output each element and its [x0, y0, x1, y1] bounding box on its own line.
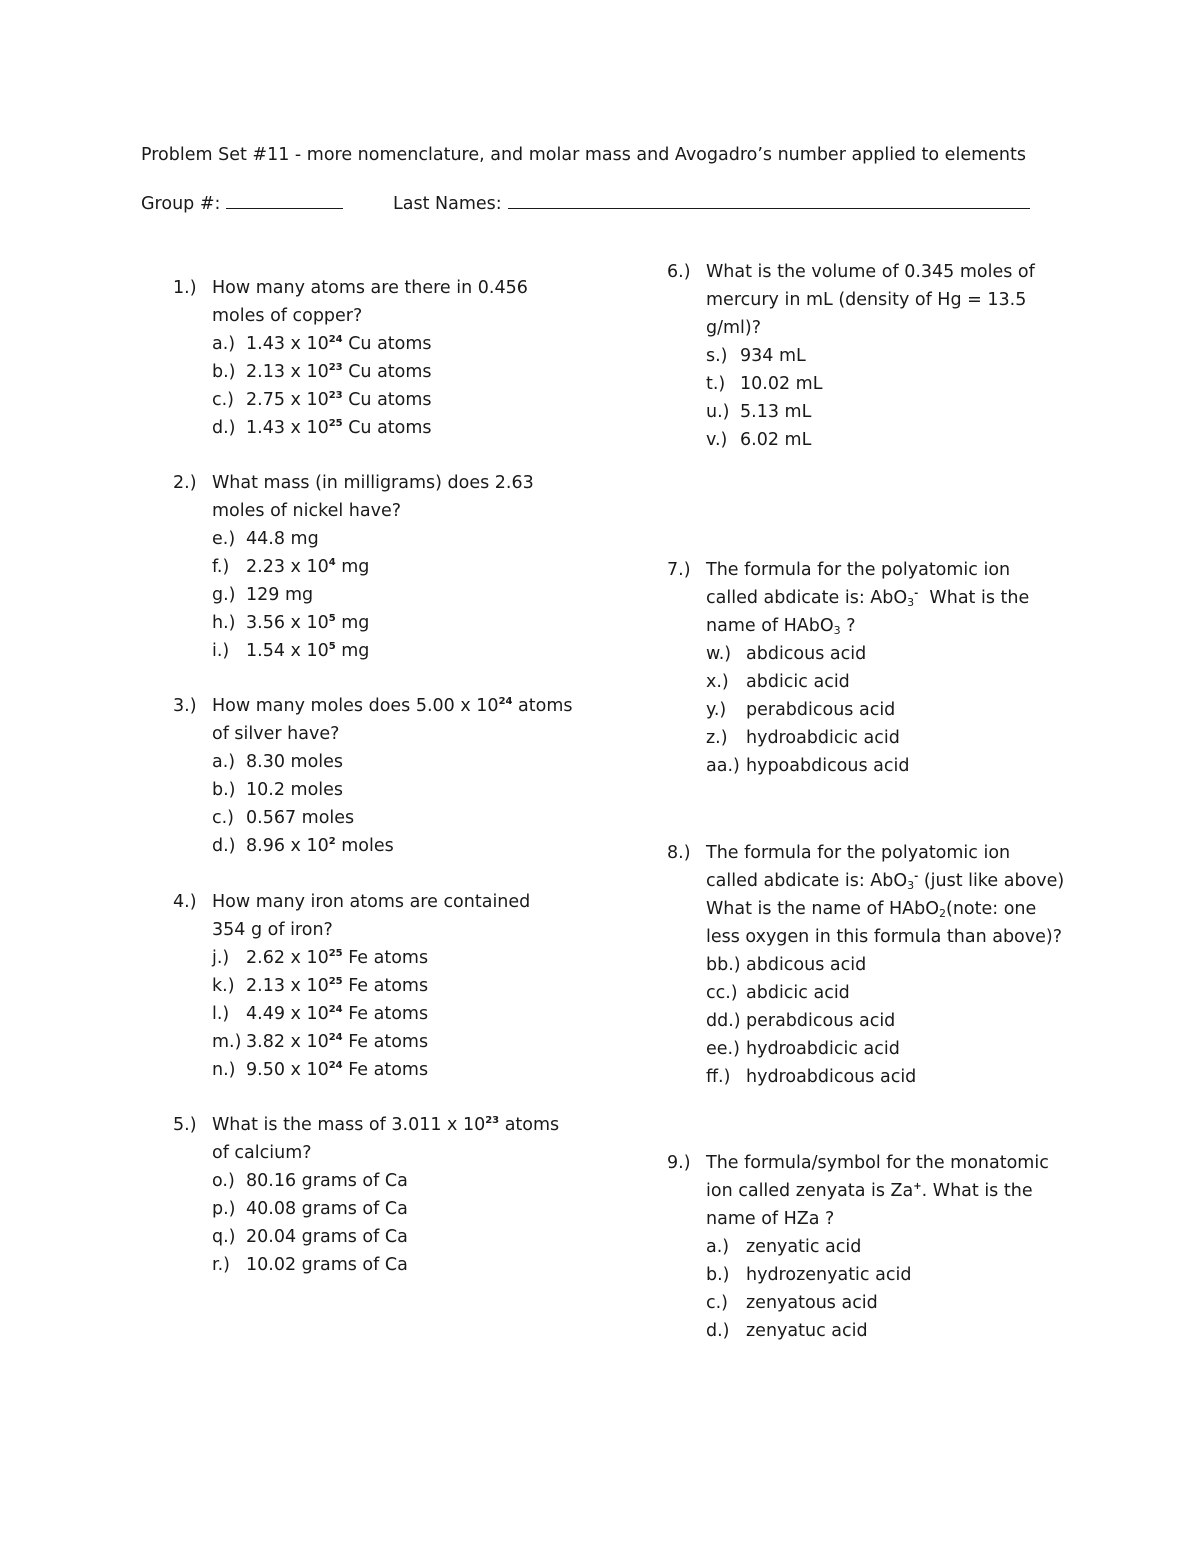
option-unit: moles [335, 836, 394, 856]
option-text: 10.02 grams of Ca [246, 1255, 408, 1275]
option-exponent: 25 [328, 418, 343, 429]
answer-option[interactable] [212, 1028, 530, 1056]
answer-option[interactable] [212, 553, 534, 581]
question-number: 1.) [173, 278, 197, 298]
option-text: perabdicous acid [746, 700, 896, 720]
answer-option[interactable] [706, 1063, 1064, 1091]
question-7 [667, 556, 1030, 780]
question-text: The formula for the polyatomic ion [706, 843, 1011, 863]
option-letter: k.) [212, 976, 235, 996]
option-letter: bb.) [706, 955, 741, 975]
option-exponent: 5 [328, 613, 336, 624]
answer-option[interactable] [212, 944, 530, 972]
option-letter: dd.) [706, 1011, 741, 1031]
option-letter: a.) [212, 334, 236, 354]
names-blank[interactable] [508, 190, 1030, 209]
option-letter: d.) [212, 418, 236, 438]
answer-option[interactable] [212, 1167, 559, 1195]
option-exponent: 4 [328, 557, 336, 568]
question-text: ? [840, 616, 856, 636]
option-letter: i.) [212, 641, 230, 661]
option-text: 3.82 x 10 [246, 1032, 329, 1052]
question-text: of silver have? [212, 724, 340, 744]
option-letter: w.) [706, 644, 732, 664]
answer-option[interactable] [212, 358, 528, 386]
option-unit: Fe atoms [342, 976, 429, 996]
option-text: 40.08 grams of Ca [246, 1199, 408, 1219]
group-label: Group #: [141, 194, 221, 214]
option-unit: Cu atoms [342, 362, 432, 382]
question-text: How many iron atoms are contained [212, 892, 531, 912]
option-letter: d.) [212, 836, 236, 856]
option-exponent: 23 [328, 362, 343, 373]
option-text: 5.13 mL [740, 402, 812, 422]
answer-option[interactable] [212, 776, 573, 804]
option-unit: mg [335, 613, 370, 633]
question-text: name of HAbO [706, 616, 834, 636]
option-letter: q.) [212, 1227, 236, 1247]
question-text: 354 g of iron? [212, 920, 333, 940]
option-text: 10.2 moles [246, 780, 344, 800]
option-unit: Fe atoms [342, 1004, 429, 1024]
option-unit: Cu atoms [342, 390, 432, 410]
option-letter: c.) [706, 1293, 729, 1313]
question-text: mercury in mL (density of Hg = 13.5 [706, 290, 1027, 310]
option-text: 934 mL [740, 346, 806, 366]
question-number: 3.) [173, 696, 197, 716]
group-field [141, 190, 343, 214]
question-text: The formula/symbol for the monatomic [706, 1153, 1049, 1173]
option-letter: z.) [706, 728, 728, 748]
option-text: 6.02 mL [740, 430, 812, 450]
answer-option[interactable] [212, 609, 534, 637]
option-text: zenyatic acid [746, 1237, 862, 1257]
option-text: 1.43 x 10 [246, 418, 329, 438]
answer-option[interactable] [212, 748, 573, 776]
answer-option[interactable] [212, 637, 534, 665]
answer-option[interactable] [706, 398, 1035, 426]
option-letter: n.) [212, 1060, 236, 1080]
option-text: 80.16 grams of Ca [246, 1171, 408, 1191]
option-letter: u.) [706, 402, 730, 422]
option-letter: h.) [212, 613, 236, 633]
option-letter: c.) [212, 390, 235, 410]
question-number: 8.) [667, 843, 691, 863]
option-text: 129 mg [246, 585, 314, 605]
option-text: 2.23 x 10 [246, 557, 329, 577]
option-exponent: 23 [328, 390, 343, 401]
answer-option[interactable] [706, 370, 1035, 398]
question-2 [173, 469, 534, 665]
question-text: called abdicate is: AbO [706, 871, 908, 891]
answer-option[interactable] [212, 414, 528, 442]
question-4 [173, 888, 531, 1084]
formula-charge: + [913, 1181, 922, 1192]
option-text: 20.04 grams of Ca [246, 1227, 408, 1247]
answer-option[interactable] [706, 668, 1029, 696]
option-exponent: 25 [328, 948, 343, 959]
question-text: name of HZa ? [706, 1209, 835, 1229]
option-letter: aa.) [706, 756, 740, 776]
option-exponent: 24 [328, 1060, 343, 1071]
option-letter: o.) [212, 1171, 235, 1191]
option-text: 0.567 moles [246, 808, 355, 828]
option-letter: a.) [706, 1237, 730, 1257]
option-letter: x.) [706, 672, 729, 692]
question-9 [667, 1149, 1049, 1345]
option-text: zenyatous acid [746, 1293, 878, 1313]
option-letter: s.) [706, 346, 728, 366]
option-text: hypoabdicous acid [746, 756, 910, 776]
answer-option[interactable] [706, 1233, 1049, 1261]
option-text: 1.43 x 10 [246, 334, 329, 354]
question-text: atoms [512, 696, 573, 716]
question-number: 6.) [667, 262, 691, 282]
question-number: 5.) [173, 1115, 197, 1135]
answer-option[interactable] [706, 1289, 1049, 1317]
option-unit: Fe atoms [342, 1060, 429, 1080]
answer-option[interactable] [212, 1056, 530, 1084]
answer-option[interactable] [706, 979, 1064, 1007]
answer-option[interactable] [706, 951, 1064, 979]
question-text: atoms [499, 1115, 560, 1135]
option-exponent: 25 [328, 976, 343, 987]
option-letter: f.) [212, 557, 230, 577]
names-label: Last Names: [393, 194, 502, 214]
question-text: What is the [918, 588, 1030, 608]
option-text: 8.30 moles [246, 752, 344, 772]
question-text: . What is the [921, 1181, 1033, 1201]
formula-charge: - [914, 871, 919, 882]
answer-option[interactable] [212, 1223, 559, 1251]
option-letter: l.) [212, 1004, 230, 1024]
answer-option[interactable] [212, 832, 573, 860]
option-letter: e.) [212, 529, 236, 549]
question-text: What is the volume of 0.345 moles of [706, 262, 1035, 282]
answer-option[interactable] [706, 1317, 1049, 1345]
question-text: called abdicate is: AbO [706, 588, 908, 608]
option-text: abdicic acid [746, 983, 850, 1003]
option-letter: r.) [212, 1255, 230, 1275]
question-3 [173, 692, 573, 860]
answer-option[interactable] [706, 696, 1029, 724]
question-text: The formula for the polyatomic ion [706, 560, 1011, 580]
answer-option[interactable] [706, 342, 1035, 370]
question-text: How many atoms are there in 0.456 [212, 278, 528, 298]
option-letter: c.) [212, 808, 235, 828]
question-text: What is the name of HAbO [706, 899, 940, 919]
option-exponent: 2 [328, 836, 336, 847]
question-text: ion called zenyata is Za [706, 1181, 914, 1201]
option-exponent: 24 [328, 334, 343, 345]
option-unit: Cu atoms [342, 418, 432, 438]
page-title: Problem Set #11 - more nomenclature, and molar mass and Avogadro’s number applied to elements [141, 145, 1026, 165]
question-text: What mass (in milligrams) does 2.63 [212, 473, 534, 493]
formula-subscript: 2 [939, 907, 947, 920]
option-letter: a.) [212, 752, 236, 772]
formula-subscript: 3 [907, 879, 915, 892]
option-text: 10.02 mL [740, 374, 823, 394]
answer-option[interactable] [706, 724, 1029, 752]
question-text: (note: one [946, 899, 1037, 919]
question-text: How many moles does 5.00 x 10 [212, 696, 499, 716]
option-unit: mg [335, 641, 370, 661]
option-text: 1.54 x 10 [246, 641, 329, 661]
question-text: of calcium? [212, 1143, 312, 1163]
question-text: g/ml)? [706, 318, 762, 338]
option-text: hydrozenyatic acid [746, 1265, 912, 1285]
question-text: (just like above) [918, 871, 1065, 891]
option-text: abdicic acid [746, 672, 850, 692]
names-field [393, 190, 1030, 214]
answer-option[interactable] [706, 426, 1035, 454]
option-letter: b.) [212, 780, 236, 800]
option-unit: Cu atoms [342, 334, 432, 354]
option-letter: t.) [706, 374, 726, 394]
option-exponent: 5 [328, 641, 336, 652]
option-text: 2.62 x 10 [246, 948, 329, 968]
option-exponent: 24 [328, 1004, 343, 1015]
question-text: less oxygen in this formula than above)? [706, 927, 1062, 947]
question-5 [173, 1111, 560, 1279]
answer-option[interactable] [212, 525, 534, 553]
option-text: zenyatuc acid [746, 1321, 868, 1341]
option-letter: g.) [212, 585, 236, 605]
answer-option[interactable] [706, 640, 1029, 668]
answer-option[interactable] [706, 1007, 1064, 1035]
option-text: 8.96 x 10 [246, 836, 329, 856]
option-text: 44.8 mg [246, 529, 319, 549]
option-text: hydroabdicic acid [746, 1039, 900, 1059]
answer-option[interactable] [212, 1195, 559, 1223]
option-letter: ff.) [706, 1067, 731, 1087]
formula-charge: - [914, 588, 919, 599]
question-number: 7.) [667, 560, 691, 580]
option-letter: p.) [212, 1199, 236, 1219]
question-8 [667, 839, 1065, 1091]
question-6 [667, 258, 1035, 454]
answer-option[interactable] [212, 330, 528, 358]
option-letter: v.) [706, 430, 728, 450]
question-number: 4.) [173, 892, 197, 912]
option-text: abdicous acid [746, 955, 867, 975]
answer-option[interactable] [212, 1251, 559, 1279]
formula-subscript: 3 [907, 596, 915, 609]
option-text: perabdicous acid [746, 1011, 896, 1031]
option-letter: b.) [706, 1265, 730, 1285]
option-text: 9.50 x 10 [246, 1060, 329, 1080]
option-letter: ee.) [706, 1039, 740, 1059]
answer-option[interactable] [212, 1000, 530, 1028]
option-exponent: 24 [328, 1032, 343, 1043]
option-letter: y.) [706, 700, 727, 720]
option-text: abdicous acid [746, 644, 867, 664]
question-exponent: 24 [498, 696, 513, 707]
question-text: moles of nickel have? [212, 501, 401, 521]
option-letter: d.) [706, 1321, 730, 1341]
option-unit: Fe atoms [342, 948, 429, 968]
answer-option[interactable] [212, 581, 534, 609]
option-unit: mg [335, 557, 370, 577]
question-1 [173, 274, 528, 442]
question-number: 9.) [667, 1153, 691, 1173]
answer-option[interactable] [706, 1261, 1049, 1289]
option-text: hydroabdicous acid [746, 1067, 917, 1087]
option-letter: cc.) [706, 983, 738, 1003]
answer-option[interactable] [212, 386, 528, 414]
option-text: 2.13 x 10 [246, 976, 329, 996]
question-text: What is the mass of 3.011 x 10 [212, 1115, 486, 1135]
answer-option[interactable] [212, 804, 573, 832]
question-exponent: 23 [485, 1115, 500, 1126]
option-unit: Fe atoms [342, 1032, 429, 1052]
formula-subscript: 3 [833, 624, 841, 637]
option-text: 3.56 x 10 [246, 613, 329, 633]
group-blank[interactable] [226, 190, 343, 209]
answer-option[interactable] [706, 752, 1029, 780]
question-text: moles of copper? [212, 306, 363, 326]
option-text: 2.13 x 10 [246, 362, 329, 382]
option-text: hydroabdicic acid [746, 728, 900, 748]
option-letter: j.) [212, 948, 230, 968]
option-letter: m.) [212, 1032, 242, 1052]
option-text: 2.75 x 10 [246, 390, 329, 410]
option-letter: b.) [212, 362, 236, 382]
answer-option[interactable] [212, 972, 530, 1000]
option-text: 4.49 x 10 [246, 1004, 329, 1024]
question-number: 2.) [173, 473, 197, 493]
answer-option[interactable] [706, 1035, 1064, 1063]
